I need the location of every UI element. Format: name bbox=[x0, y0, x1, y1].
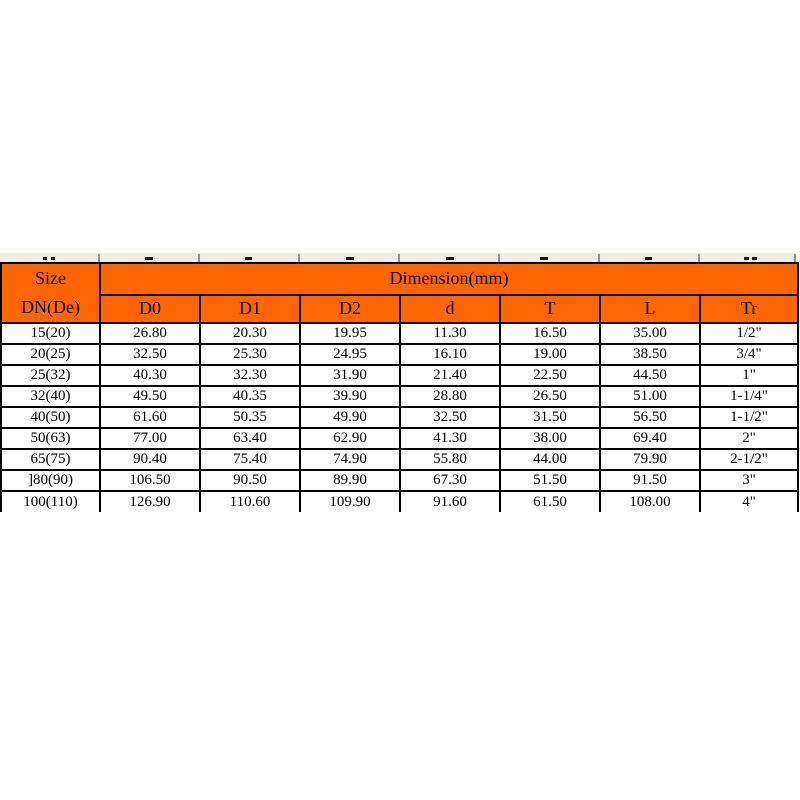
value-cell: 50.35 bbox=[200, 407, 300, 428]
size-cell: 25(32) bbox=[1, 365, 100, 386]
value-cell: 32.30 bbox=[200, 365, 300, 386]
cutoff-text-fragment bbox=[744, 257, 749, 260]
value-cell: 32.50 bbox=[100, 344, 200, 365]
size-label: Size bbox=[35, 268, 66, 288]
cutoff-text-fragment bbox=[346, 257, 354, 260]
value-cell: 109.90 bbox=[300, 491, 400, 512]
table-header-row-2 bbox=[1, 295, 798, 323]
value-cell: 62.90 bbox=[300, 428, 400, 449]
value-cell: 75.40 bbox=[200, 449, 300, 470]
size-cell: 20(25) bbox=[1, 344, 100, 365]
column-header-l: L bbox=[600, 295, 700, 323]
table-row bbox=[1, 491, 798, 512]
table-row bbox=[1, 407, 798, 428]
gridline-tick bbox=[794, 254, 796, 262]
value-cell: 16.50 bbox=[500, 323, 600, 344]
value-cell: 126.90 bbox=[100, 491, 200, 512]
cutoff-text-fragment bbox=[752, 257, 757, 260]
value-cell: 39.90 bbox=[300, 386, 400, 407]
size-cell: 65(75) bbox=[1, 449, 100, 470]
gridline-tick bbox=[98, 254, 100, 262]
value-cell: 89.90 bbox=[300, 470, 400, 491]
value-cell: 31.90 bbox=[300, 365, 400, 386]
table-header-row-1 bbox=[1, 263, 798, 295]
gridline-tick bbox=[498, 254, 500, 262]
value-cell: 16.10 bbox=[400, 344, 500, 365]
value-cell: 49.90 bbox=[300, 407, 400, 428]
value-cell: 51.00 bbox=[600, 386, 700, 407]
value-cell: 26.80 bbox=[100, 323, 200, 344]
table-row bbox=[1, 365, 798, 386]
value-cell: 1/2" bbox=[700, 323, 798, 344]
size-cell: 15(20) bbox=[1, 323, 100, 344]
table-row bbox=[1, 428, 798, 449]
value-cell: 63.40 bbox=[200, 428, 300, 449]
gridline-tick bbox=[198, 254, 200, 262]
value-cell: 3/4" bbox=[700, 344, 798, 365]
size-header-cell bbox=[1, 263, 100, 323]
value-cell: 1-1/4" bbox=[700, 386, 798, 407]
value-cell: 106.50 bbox=[100, 470, 200, 491]
table-body bbox=[1, 323, 798, 512]
size-cell: ]80(90) bbox=[1, 470, 100, 491]
value-cell: 38.00 bbox=[500, 428, 600, 449]
column-header-d1: D1 bbox=[200, 295, 300, 323]
column-header-t: T bbox=[500, 295, 600, 323]
dimension-table bbox=[0, 262, 799, 512]
cutoff-text-fragment bbox=[43, 257, 47, 260]
value-cell: 22.50 bbox=[500, 365, 600, 386]
table-row bbox=[1, 386, 798, 407]
value-cell: 91.60 bbox=[400, 491, 500, 512]
cutoff-row-strip bbox=[0, 253, 797, 262]
value-cell: 40.30 bbox=[100, 365, 200, 386]
value-cell: 108.00 bbox=[600, 491, 700, 512]
value-cell: 79.90 bbox=[600, 449, 700, 470]
value-cell: 24.95 bbox=[300, 344, 400, 365]
value-cell: 44.00 bbox=[500, 449, 600, 470]
value-cell: 38.50 bbox=[600, 344, 700, 365]
value-cell: 49.50 bbox=[100, 386, 200, 407]
value-cell: 11.30 bbox=[400, 323, 500, 344]
dn-label: DN(De) bbox=[21, 297, 80, 317]
table-row bbox=[1, 470, 798, 491]
table-row bbox=[1, 344, 798, 365]
value-cell: 69.40 bbox=[600, 428, 700, 449]
value-cell: 90.50 bbox=[200, 470, 300, 491]
value-cell: 51.50 bbox=[500, 470, 600, 491]
table-row bbox=[1, 449, 798, 470]
column-header-d0: D0 bbox=[100, 295, 200, 323]
value-cell: 40.35 bbox=[200, 386, 300, 407]
value-cell: 1" bbox=[700, 365, 798, 386]
column-header-d2: D2 bbox=[300, 295, 400, 323]
value-cell: 4" bbox=[700, 491, 798, 512]
value-cell: 26.50 bbox=[500, 386, 600, 407]
value-cell: 25.30 bbox=[200, 344, 300, 365]
value-cell: 3" bbox=[700, 470, 798, 491]
gridline-tick bbox=[698, 254, 700, 262]
value-cell: 44.50 bbox=[600, 365, 700, 386]
value-cell: 28.80 bbox=[400, 386, 500, 407]
value-cell: 20.30 bbox=[200, 323, 300, 344]
value-cell: 55.80 bbox=[400, 449, 500, 470]
value-cell: 1-1/2" bbox=[700, 407, 798, 428]
value-cell: 35.00 bbox=[600, 323, 700, 344]
cutoff-text-fragment bbox=[145, 257, 153, 260]
value-cell: 19.00 bbox=[500, 344, 600, 365]
value-cell: 61.60 bbox=[100, 407, 200, 428]
gridline-tick bbox=[398, 254, 400, 262]
value-cell: 90.40 bbox=[100, 449, 200, 470]
size-cell: 50(63) bbox=[1, 428, 100, 449]
value-cell: 77.00 bbox=[100, 428, 200, 449]
cutoff-text-fragment bbox=[645, 257, 652, 260]
value-cell: 91.50 bbox=[600, 470, 700, 491]
value-cell: 56.50 bbox=[600, 407, 700, 428]
column-header-d: d bbox=[400, 295, 500, 323]
value-cell: 61.50 bbox=[500, 491, 600, 512]
value-cell: 31.50 bbox=[500, 407, 600, 428]
gridline-tick bbox=[298, 254, 300, 262]
value-cell: 41.30 bbox=[400, 428, 500, 449]
value-cell: 21.40 bbox=[400, 365, 500, 386]
value-cell: 74.90 bbox=[300, 449, 400, 470]
value-cell: 2-1/2" bbox=[700, 449, 798, 470]
table-row bbox=[1, 323, 798, 344]
cutoff-text-fragment bbox=[446, 257, 454, 260]
size-cell: 100(110) bbox=[1, 491, 100, 512]
cutoff-text-fragment bbox=[245, 257, 252, 260]
gridline-tick bbox=[598, 254, 600, 262]
value-cell: 2" bbox=[700, 428, 798, 449]
size-cell: 32(40) bbox=[1, 386, 100, 407]
value-cell: 67.30 bbox=[400, 470, 500, 491]
value-cell: 110.60 bbox=[200, 491, 300, 512]
cutoff-text-fragment bbox=[51, 257, 55, 260]
dimension-header-cell: Dimension(mm) bbox=[100, 263, 798, 295]
value-cell: 32.50 bbox=[400, 407, 500, 428]
column-header-tr: Tr bbox=[700, 295, 798, 323]
value-cell: 19.95 bbox=[300, 323, 400, 344]
size-cell: 40(50) bbox=[1, 407, 100, 428]
cutoff-text-fragment bbox=[540, 257, 548, 260]
